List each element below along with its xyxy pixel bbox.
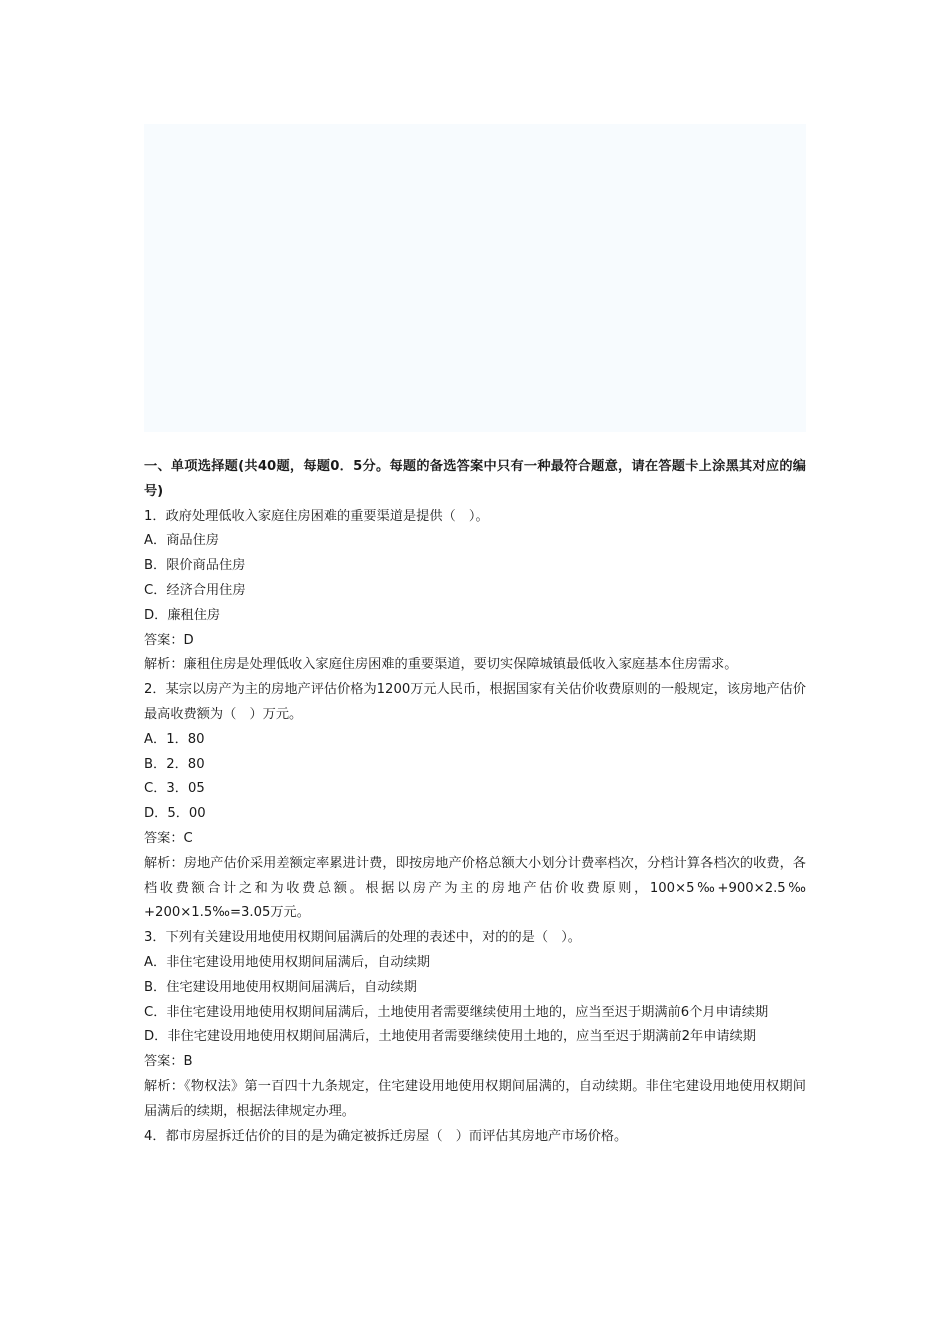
option-c: C．非住宅建设用地使用权期间届满后，土地使用者需要继续使用土地的，应当至迟于期满前6个月申请续期 xyxy=(144,1004,769,1020)
answer: 答案：B xyxy=(144,1054,193,1070)
analysis: 解析：《物权法》第一百四十九条规定，住宅建设用地使用权期间届满的，自动续期。非住宅建设用地使用权期间届满后的续期，根据法律规定办理。 xyxy=(144,1078,806,1119)
section-title: 一、单项选择题(共40题，每题0．5分。每题的备选答案中只有一种最符合题意，请在答题卡上涂黑其对应的编号) xyxy=(144,459,806,499)
option-b: B．限价商品住房 xyxy=(144,558,246,574)
option-c: C．3．05 xyxy=(144,781,205,797)
option-b: B．2．80 xyxy=(144,756,205,772)
option-b: B．住宅建设用地使用权期间届满后，自动续期 xyxy=(144,979,417,995)
question-stem: 2．某宗以房产为主的房地产评估价格为1200万元人民币，根据国家有关估价收费原则的一般规定，该房地产估价最高收费额为（ ）万元。 xyxy=(144,682,806,722)
option-a: A．1．80 xyxy=(144,731,205,747)
question-stem: 1．政府处理低收入家庭住房困难的重要渠道是提供（ ）。 xyxy=(144,508,489,524)
option-a: A．商品住房 xyxy=(144,533,219,549)
question-stem: 4．都市房屋拆迁估价的目的是为确定被拆迁房屋（ ）而评估其房地产市场价格。 xyxy=(144,1128,628,1144)
document-body xyxy=(144,455,806,1149)
analysis: 解析：房地产估价采用差额定率累进计费，即按房地产价格总额大小划分计费率档次，分档计算各档次的收费，各档收费额合计之和为收费总额。根据以房产为主的房地产估价收费原则，100×5‰+900×2.5‰+200×1.5‰=3.05万元。 xyxy=(144,855,806,921)
option-d: D．非住宅建设用地使用权期间届满后，土地使用者需要继续使用土地的，应当至迟于期满前2年申请续期 xyxy=(144,1029,756,1045)
answer: 答案：C xyxy=(144,830,193,846)
option-d: D．廉租住房 xyxy=(144,607,221,623)
option-d: D．5．00 xyxy=(144,806,206,822)
option-a: A．非住宅建设用地使用权期间届满后，自动续期 xyxy=(144,954,430,970)
header-banner-image xyxy=(144,124,806,432)
option-c: C．经济合用住房 xyxy=(144,582,246,598)
question-stem: 3．下列有关建设用地使用权期间届满后的处理的表述中，对的的是（ ）。 xyxy=(144,930,581,946)
analysis: 解析：廉租住房是处理低收入家庭住房困难的重要渠道，要切实保障城镇最低收入家庭基本住房需求。 xyxy=(144,657,738,673)
answer: 答案：D xyxy=(144,632,194,648)
